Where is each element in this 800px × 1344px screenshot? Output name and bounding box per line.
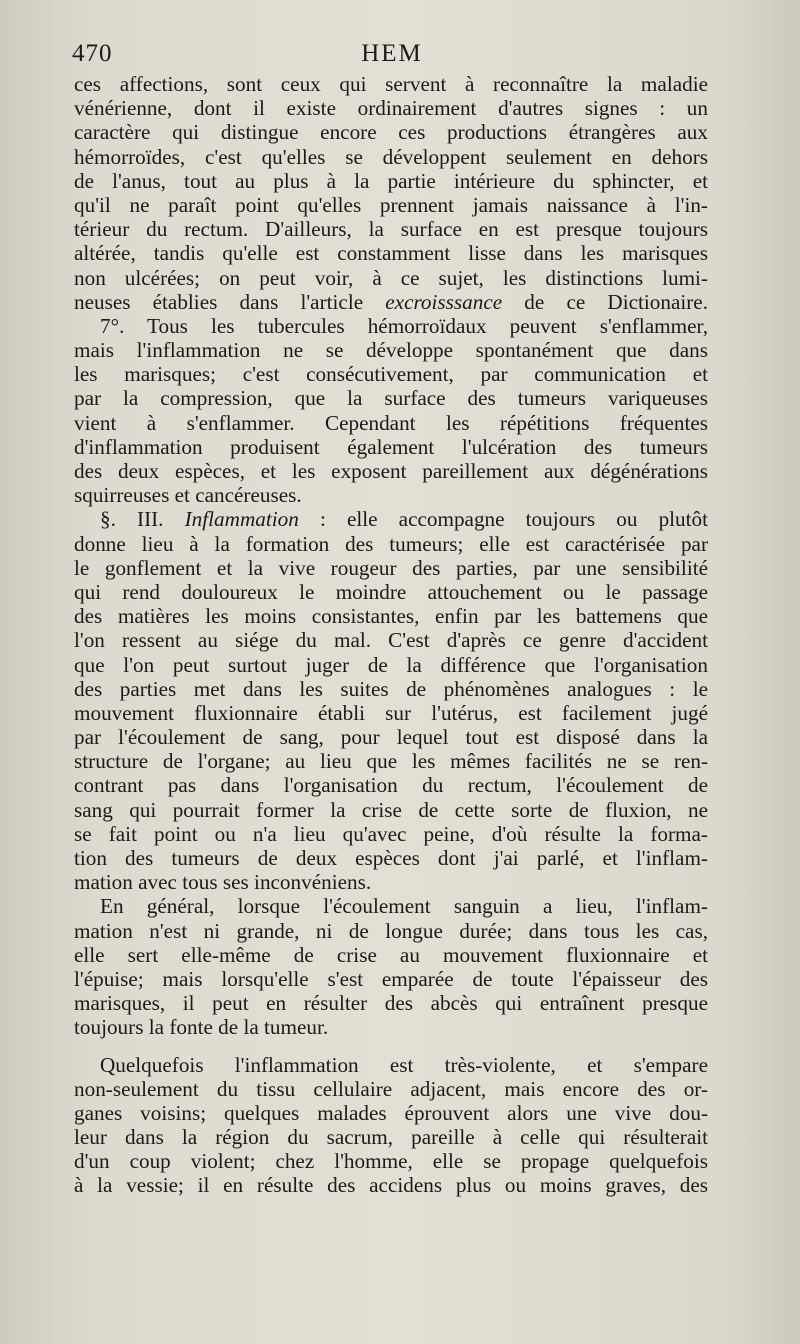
text-line: tion des tumeurs de deux espèces dont j'ai parlé, et l'inflam-	[74, 846, 708, 870]
text-line: mation n'est ni grande, ni de longue durée; dans tous les cas,	[74, 918, 708, 943]
text-line: squirreuses et cancéreuses.	[74, 483, 302, 508]
text-line: térieur du rectum. D'ailleurs, la surface en est presque toujours	[74, 217, 708, 242]
text-line: contrant pas dans l'organisation du rectum, l'écoulement de	[74, 773, 708, 798]
text-line: structure de l'organe; au lieu que les mêmes facilités ne se ren-	[74, 749, 708, 774]
text-line: mation avec tous ses inconvéniens.	[74, 870, 372, 895]
text-line: mais l'inflammation ne se développe spontanément que dans	[74, 338, 708, 363]
text-line: vénérienne, dont il existe ordinairement d'autres signes : un	[74, 96, 708, 121]
text-line: Quelquefois l'inflammation est très-violente, et s'empare	[100, 1052, 708, 1077]
text-line: par la compression, que la surface des tumeurs variqueuses	[74, 386, 708, 411]
text-line: à la vessie; il en résulte des accidens plus ou moins graves, des	[74, 1173, 708, 1198]
text-line: de l'anus, tout au plus à la partie intérieure du sphincter, et	[74, 168, 708, 193]
text-line: altérée, tandis qu'elle est constamment lisse dans les marisques	[74, 241, 708, 266]
text-line: §. III. Inflammation : elle accompagne toujours ou plutôt	[100, 507, 709, 532]
text-line: En général, lorsque l'écoulement sanguin a lieu, l'inflam-	[100, 894, 708, 919]
text-line: mouvement fluxionnaire établi sur l'utérus, est facilement jugé	[74, 700, 708, 725]
text-line: qui rend douloureux le moindre attouchement ou le passage	[74, 579, 708, 604]
paragraph-3	[74, 507, 708, 894]
paragraph-1	[74, 72, 708, 314]
text-line: vient à s'enflammer. Cependant les répétitions fréquentes	[74, 410, 708, 435]
text-line: les marisques; c'est consécutivement, par communication et	[74, 362, 708, 387]
paragraph-2	[74, 314, 708, 508]
paragraph-4	[74, 894, 708, 1039]
text-line: par l'écoulement de sang, pour lequel tout est disposé dans la	[74, 725, 708, 750]
text-line: d'un coup violent; chez l'homme, elle se propage quelquefois	[74, 1149, 708, 1174]
text-line: ces affections, sont ceux qui servent à reconnaître la maladie	[74, 72, 708, 96]
text-line: donne lieu à la formation des tumeurs; elle est caractérisée par	[74, 531, 708, 556]
text-line: se fait point ou n'a lieu qu'avec peine, d'où résulte la forma-	[74, 821, 708, 846]
text-line: l'épuise; mais lorsqu'elle s'est emparée de toute l'épaisseur des	[74, 966, 708, 991]
italic-term: Inflammation	[184, 507, 299, 532]
page-number: 470	[72, 40, 113, 67]
text-line: des matières les moins consistantes, enfin par les battemens que	[74, 604, 708, 629]
text-line: elle sert elle-même de crise au mouvement fluxionnaire et	[74, 942, 708, 967]
text-line: toujours la fonte de la tumeur.	[74, 1015, 329, 1040]
text-line: hémorroïdes, c'est qu'elles se développent seulement en dehors	[74, 144, 708, 169]
body-text	[74, 72, 708, 1198]
running-head: HEM	[361, 40, 423, 67]
text-line: qu'il ne paraît point qu'elles prennent jamais naissance à l'in-	[74, 192, 708, 217]
italic-term: excroisssance	[385, 289, 503, 314]
text-line: sang qui pourrait former la crise de cette sorte de fluxion, ne	[74, 797, 708, 822]
text-line: caractère qui distingue encore ces productions étrangères aux	[74, 120, 708, 145]
text-line: 7°. Tous les tubercules hémorroïdaux peuvent s'enflammer,	[100, 313, 708, 338]
text-line: le gonflement et la vive rougeur des parties, par une sensibilité	[74, 555, 708, 580]
text-line: marisques, il peut en résulter des abcès qui entraînent presque	[74, 991, 708, 1016]
text-line: que l'on peut surtout juger de la différence que l'organisation	[74, 652, 708, 677]
text-line: leur dans la région du sacrum, pareille à celle qui résulterait	[74, 1125, 708, 1150]
page-header	[72, 40, 712, 72]
text-line: l'on ressent au siége du mal. C'est d'après ce genre d'accident	[74, 628, 708, 653]
text-line: non ulcérées; on peut voir, à ce sujet, les distinctions lumi-	[74, 265, 708, 290]
text-line: non-seulement du tissu cellulaire adjacent, mais encore des or-	[74, 1076, 708, 1101]
text-line: d'inflammation produisent également l'ulcération des tumeurs	[74, 434, 708, 459]
text-line: des deux espèces, et les exposent pareillement aux dégénérations	[74, 459, 708, 483]
text-line: des parties met dans les suites de phénomènes analogues : le	[74, 676, 708, 701]
paragraph-5	[74, 1053, 708, 1198]
text-line: ganes voisins; quelques malades éprouvent alors une vive dou-	[74, 1100, 708, 1125]
text-line: neuses établies dans l'article excroisssance de ce Dictionaire.	[74, 289, 709, 314]
